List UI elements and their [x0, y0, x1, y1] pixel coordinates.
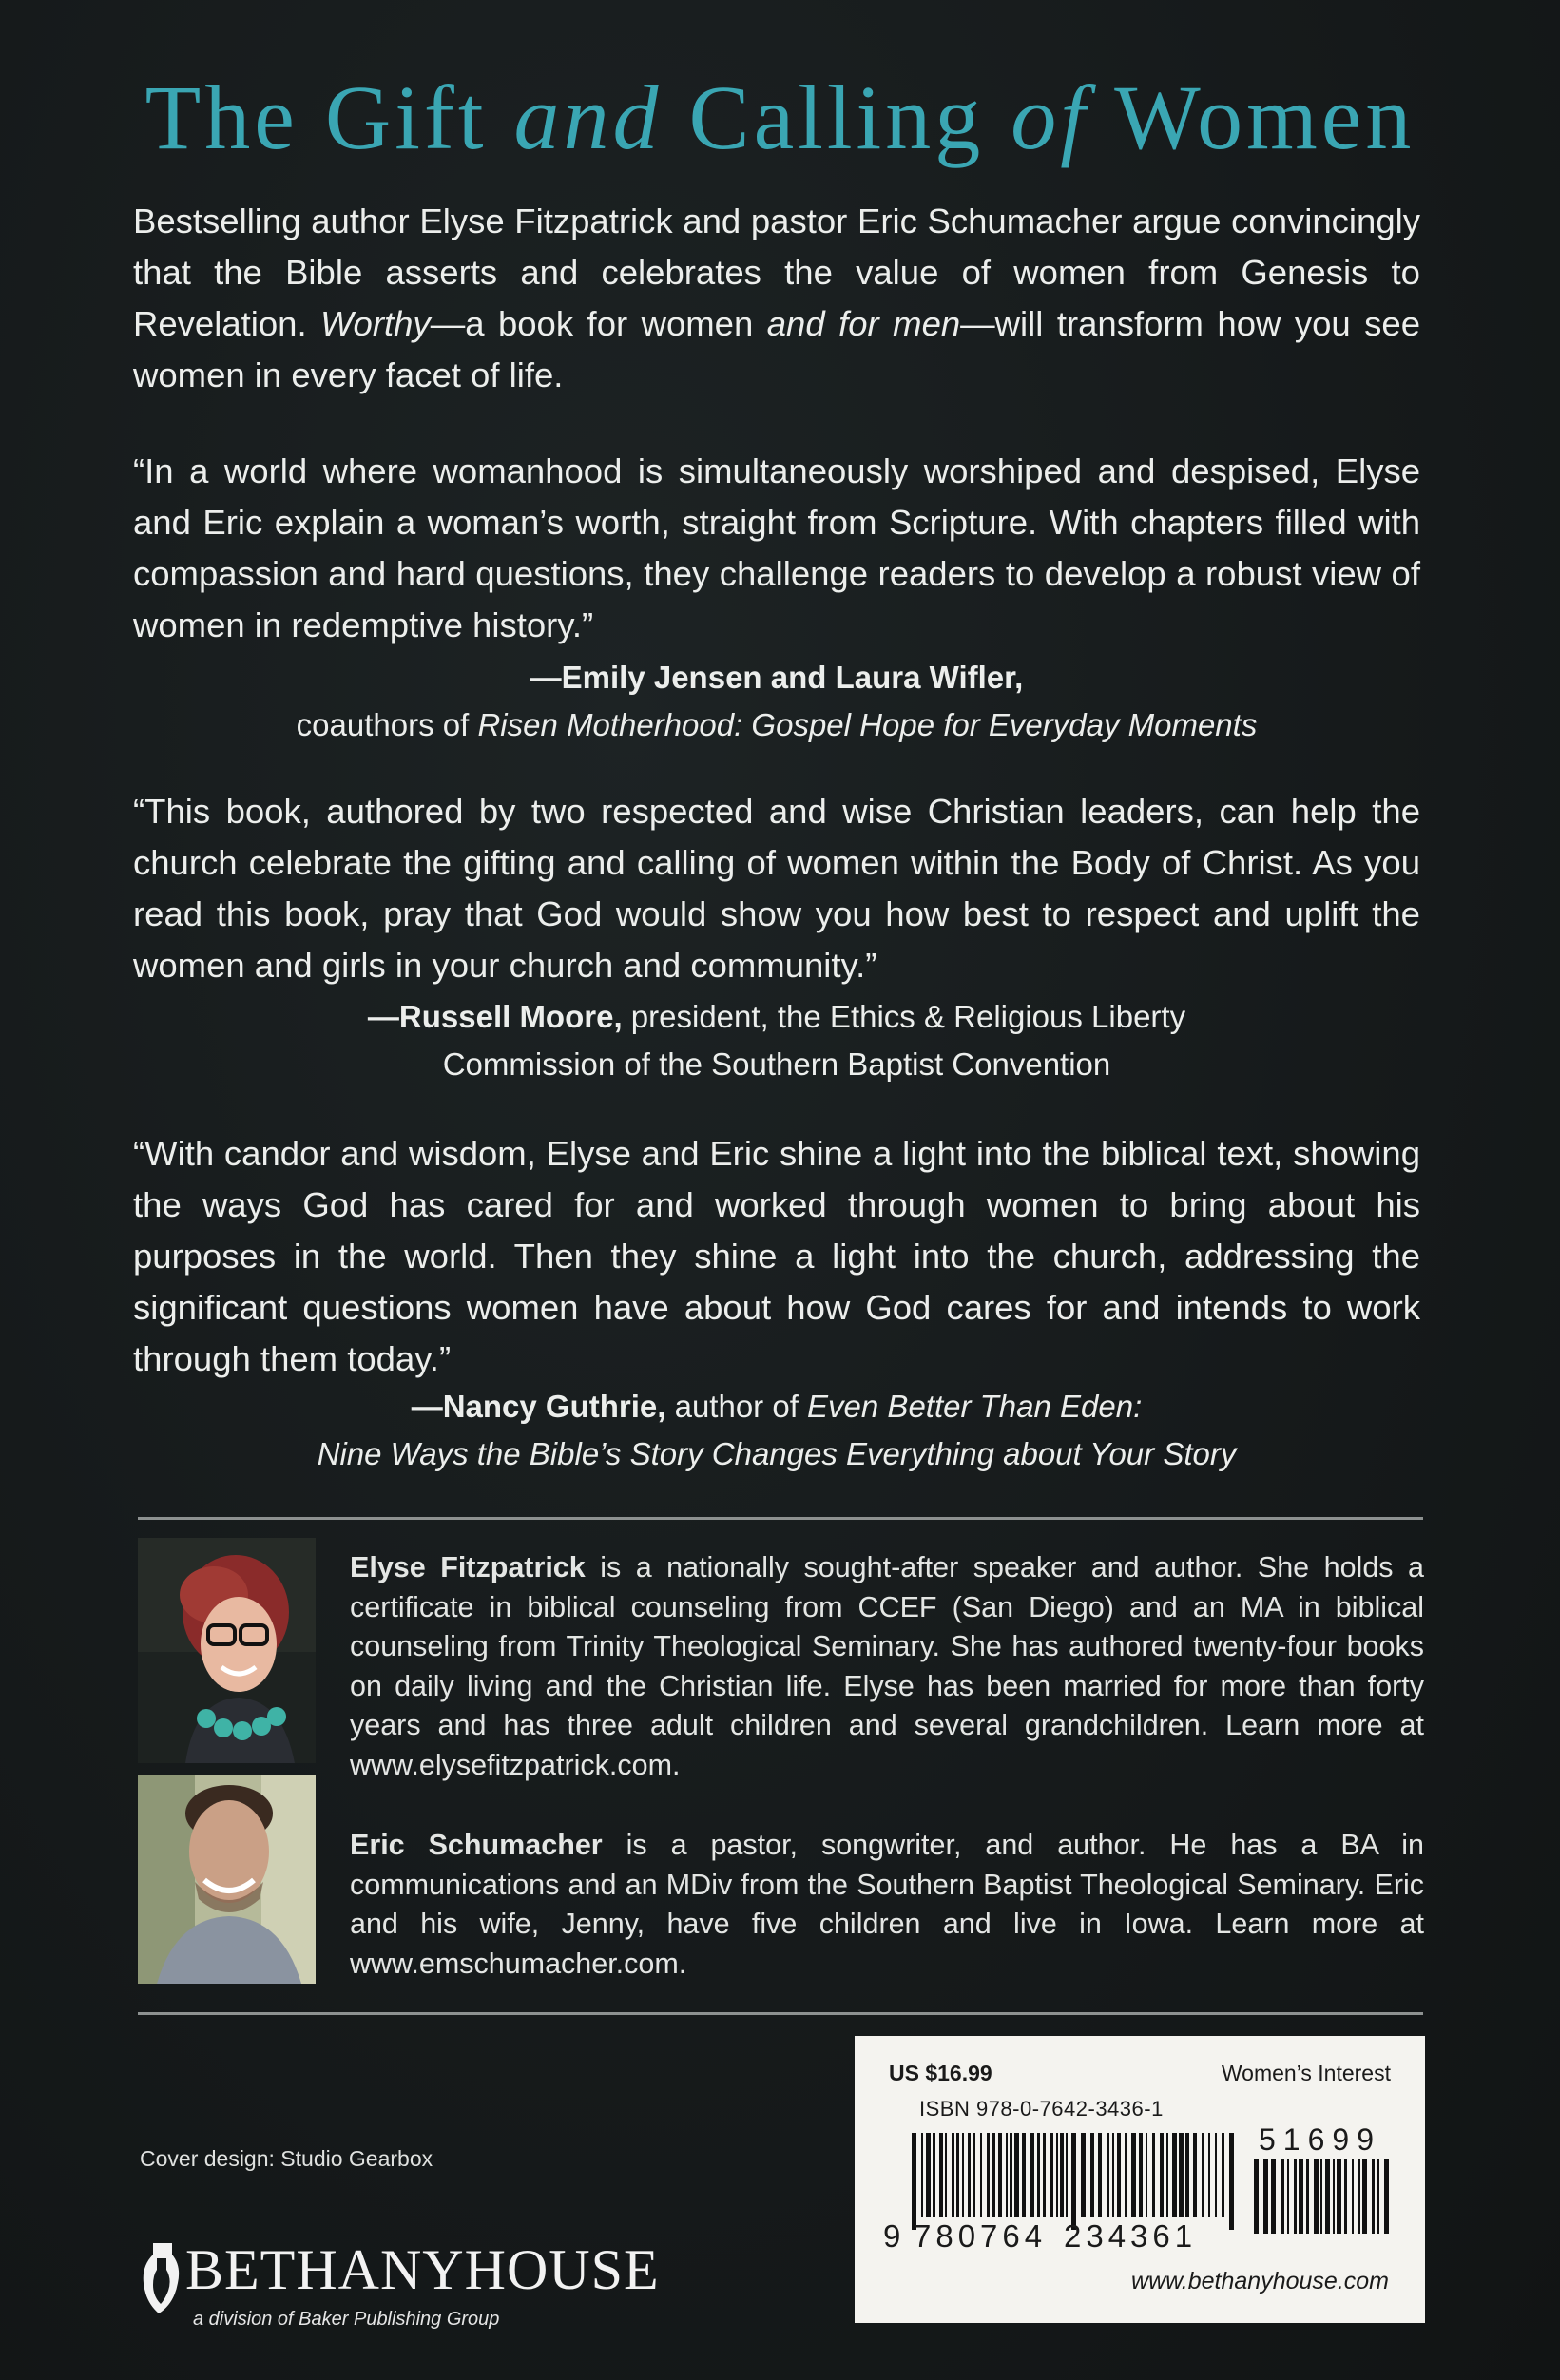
author-name: Elyse Fitzpatrick [350, 1551, 586, 1583]
barcode-bar [1358, 2159, 1360, 2234]
endorsement-attribution-2: —Russell Moore, president, the Ethics & Religious Liberty Commission of the Southern Baptist Convention [367, 999, 1186, 1082]
barcode-bar [1010, 2133, 1012, 2217]
endorser-name: —Nancy Guthrie, [411, 1389, 666, 1424]
barcode-bar [1314, 2159, 1319, 2234]
barcode-bar [1043, 2133, 1046, 2217]
barcode-bar [1325, 2159, 1330, 2234]
barcode-digits-left: 780764 [914, 2218, 1048, 2254]
heading-part: Women [1088, 67, 1416, 168]
barcode-digits-right: 234361 [1064, 2218, 1198, 2254]
endorser-work: Nine Ways the Bible’s Story Changes Everything about Your Story [317, 1436, 1237, 1471]
cover-heading [0, 65, 1560, 170]
price: US $16.99 [889, 2061, 992, 2085]
barcode-bar [1117, 2133, 1121, 2217]
bethany-house-mark-icon [140, 2241, 183, 2317]
barcode-bar [980, 2133, 982, 2217]
barcode-bar [1320, 2159, 1322, 2234]
barcode-bar [987, 2133, 990, 2217]
barcode-bar [1056, 2133, 1058, 2217]
barcode-bar [1384, 2159, 1389, 2234]
heading-part: The Gift [144, 67, 514, 168]
isbn: ISBN 978-0-7642-3436-1 [919, 2097, 1164, 2121]
endorsement-attribution-3: —Nancy Guthrie, author of Even Better Than Eden: Nine Ways the Bible’s Story Changes Everything about Your Story [317, 1389, 1237, 1471]
barcode-bar [933, 2133, 935, 2217]
barcode-bar [1208, 2133, 1210, 2217]
barcode-bar [968, 2133, 971, 2217]
divider-bottom [138, 2012, 1423, 2015]
barcode-bar [973, 2133, 975, 2217]
publisher-logo [138, 2234, 670, 2338]
publisher-subtitle: a division of Baker Publishing Group [193, 2309, 500, 2330]
barcode-bar [1107, 2133, 1109, 2217]
barcode-bar [945, 2133, 947, 2217]
barcode-bar [1146, 2133, 1147, 2217]
barcode-bar [1344, 2159, 1347, 2234]
heading-part-italic: and [513, 67, 663, 168]
barcode-bar [1254, 2159, 1259, 2234]
barcode-panel [855, 2036, 1425, 2323]
barcode-bar [962, 2133, 964, 2217]
barcode-bar [1179, 2133, 1184, 2217]
barcode-bar [1185, 2133, 1189, 2217]
divider-top [138, 1517, 1423, 1520]
barcode-bar [1222, 2133, 1224, 2217]
endorsement-attribution-1: —Emily Jensen and Laura Wifler, coauthors of Risen Motherhood: Gospel Hope for Everyday Moments [296, 660, 1258, 742]
barcode-bar [1215, 2133, 1217, 2217]
price-addon-bars [1254, 2159, 1389, 2234]
barcode-bar [1372, 2159, 1375, 2234]
intro-paragraph: Bestselling author Elyse Fitzpatrick and pastor Eric Schumacher argue convincingly that the Bible asserts and celebrates the value of women from Genesis to Revelation. Worthy—a book for women and for men—will transform how you see women in every facet of life. [133, 202, 1421, 394]
author-photo-elyse [138, 1538, 316, 1763]
endorsement-quote-3: “With candor and wisdom, Elyse and Eric shine a light into the biblical text, showing the ways God has cared for and worked through women to bring about his purposes in the world. Then they shine a light into the church, addressing the significant questions women have about how God cares for and intends to work through them today.” [133, 1134, 1420, 1378]
barcode-bar [1377, 2159, 1379, 2234]
category: Women’s Interest [1221, 2061, 1391, 2085]
barcode-bar [1160, 2133, 1164, 2217]
endorser-name: —Russell Moore, [367, 999, 623, 1034]
heading-part: Calling [662, 67, 1011, 168]
barcode-bar [1006, 2133, 1008, 2217]
barcode-bar [1352, 2159, 1354, 2234]
endorser-name: —Emily Jensen and Laura Wifler, [530, 660, 1024, 695]
barcode-bar [926, 2133, 931, 2217]
barcode-bar [1125, 2133, 1127, 2217]
barcode-bar [939, 2133, 943, 2217]
barcode-bar [1362, 2159, 1367, 2234]
barcode-bar [1299, 2159, 1303, 2234]
author-photo-elyse-image [138, 1538, 316, 1763]
barcode-bar [1050, 2133, 1053, 2217]
publisher-url: www.bethanyhouse.com [1131, 2268, 1389, 2294]
endorser-work: Risen Motherhood: Gospel Hope for Everyday Moments [477, 707, 1258, 742]
author-name: Eric Schumacher [350, 1829, 603, 1861]
endorsement-quote-1: “In a world where womanhood is simultaneously worshiped and despised, Elyse and Eric explain a woman’s worth, straight from Scripture. With chapters filled with compassion and hard questions, they challenge readers to develop a robust view of women in redemptive history.” [133, 451, 1420, 644]
barcode-bar [998, 2133, 1002, 2217]
barcode-bar [1287, 2159, 1289, 2234]
barcode-bar [1271, 2159, 1276, 2234]
barcode-bar [1263, 2159, 1268, 2234]
endorser-work: Even Better Than Eden: [807, 1389, 1143, 1424]
isbn-barcode-bars [912, 2133, 1234, 2230]
endorsement-quote-2: “This book, authored by two respected and wise Christian leaders, can help the church celebrate the gifting and calling of women within the Body of Christ. As you read this book, pray that God would show you how best to respect and uplift the women and girls in your church and community.” [133, 792, 1420, 985]
cover-design-credit: Cover design: Studio Gearbox [140, 2146, 433, 2171]
barcode-bar [1037, 2133, 1040, 2217]
barcode-bar [1060, 2133, 1064, 2217]
author-photo-eric-image [138, 1775, 316, 1984]
barcode-bar [1066, 2133, 1068, 2217]
barcode-bar [1294, 2159, 1297, 2234]
barcode-bar [1166, 2133, 1168, 2217]
barcode-bar [1193, 2133, 1197, 2217]
barcode-bar [992, 2133, 995, 2217]
barcode-bar [1172, 2133, 1177, 2217]
barcode-bar [1081, 2133, 1086, 2217]
barcode-bar [1281, 2159, 1284, 2234]
publisher-name: BETHANYHOUSE [185, 2238, 660, 2301]
barcode-digit-first: 9 [883, 2218, 901, 2254]
barcode-bar [1071, 2133, 1076, 2230]
barcode-bar [1152, 2133, 1155, 2217]
barcode-bar [1030, 2133, 1034, 2217]
barcode-bar [1112, 2133, 1114, 2217]
barcode-bar [956, 2133, 959, 2217]
barcode-bar [1337, 2159, 1341, 2234]
barcode-bar [1139, 2133, 1143, 2217]
barcode-bar [1306, 2159, 1309, 2234]
barcode-bar [1014, 2133, 1019, 2217]
barcode-bar [921, 2133, 923, 2217]
author-bio-eric: Eric Schumacher is a pastor, songwriter, and author. He has a BA in communications and an MDiv from the Southern Baptist Theological Seminary. Eric and his wife, Jenny, have five children and live in Iowa. Learn more at www.emschumacher.com. [350, 1829, 1424, 1980]
barcode-bar [1098, 2133, 1102, 2217]
barcode-bar [1022, 2133, 1026, 2217]
barcode-addon-digits: 51699 [1259, 2122, 1381, 2157]
book-title: Worthy [320, 304, 431, 343]
barcode-bar [1090, 2133, 1094, 2217]
barcode-bar [912, 2133, 916, 2230]
barcode-bar [1229, 2133, 1234, 2230]
barcode-bar [1202, 2133, 1204, 2217]
heading-part-italic: of [1011, 67, 1089, 168]
barcode-bar [1333, 2159, 1335, 2234]
author-bio-elyse: Elyse Fitzpatrick is a nationally sought-after speaker and author. She holds a certificate in biblical counseling from CCEF (San Diego) and an MA in biblical counseling from Trinity Theological Seminary. She has authored twenty-four books on daily living and the Christian life. Elyse has been married for more than forty years and has three adult children and several grandchildren. Learn more at www.elysefitzpatrick.com. [350, 1551, 1424, 1781]
barcode-bar [1131, 2133, 1136, 2217]
barcode-bar [952, 2133, 954, 2217]
author-photo-eric [138, 1775, 316, 1984]
